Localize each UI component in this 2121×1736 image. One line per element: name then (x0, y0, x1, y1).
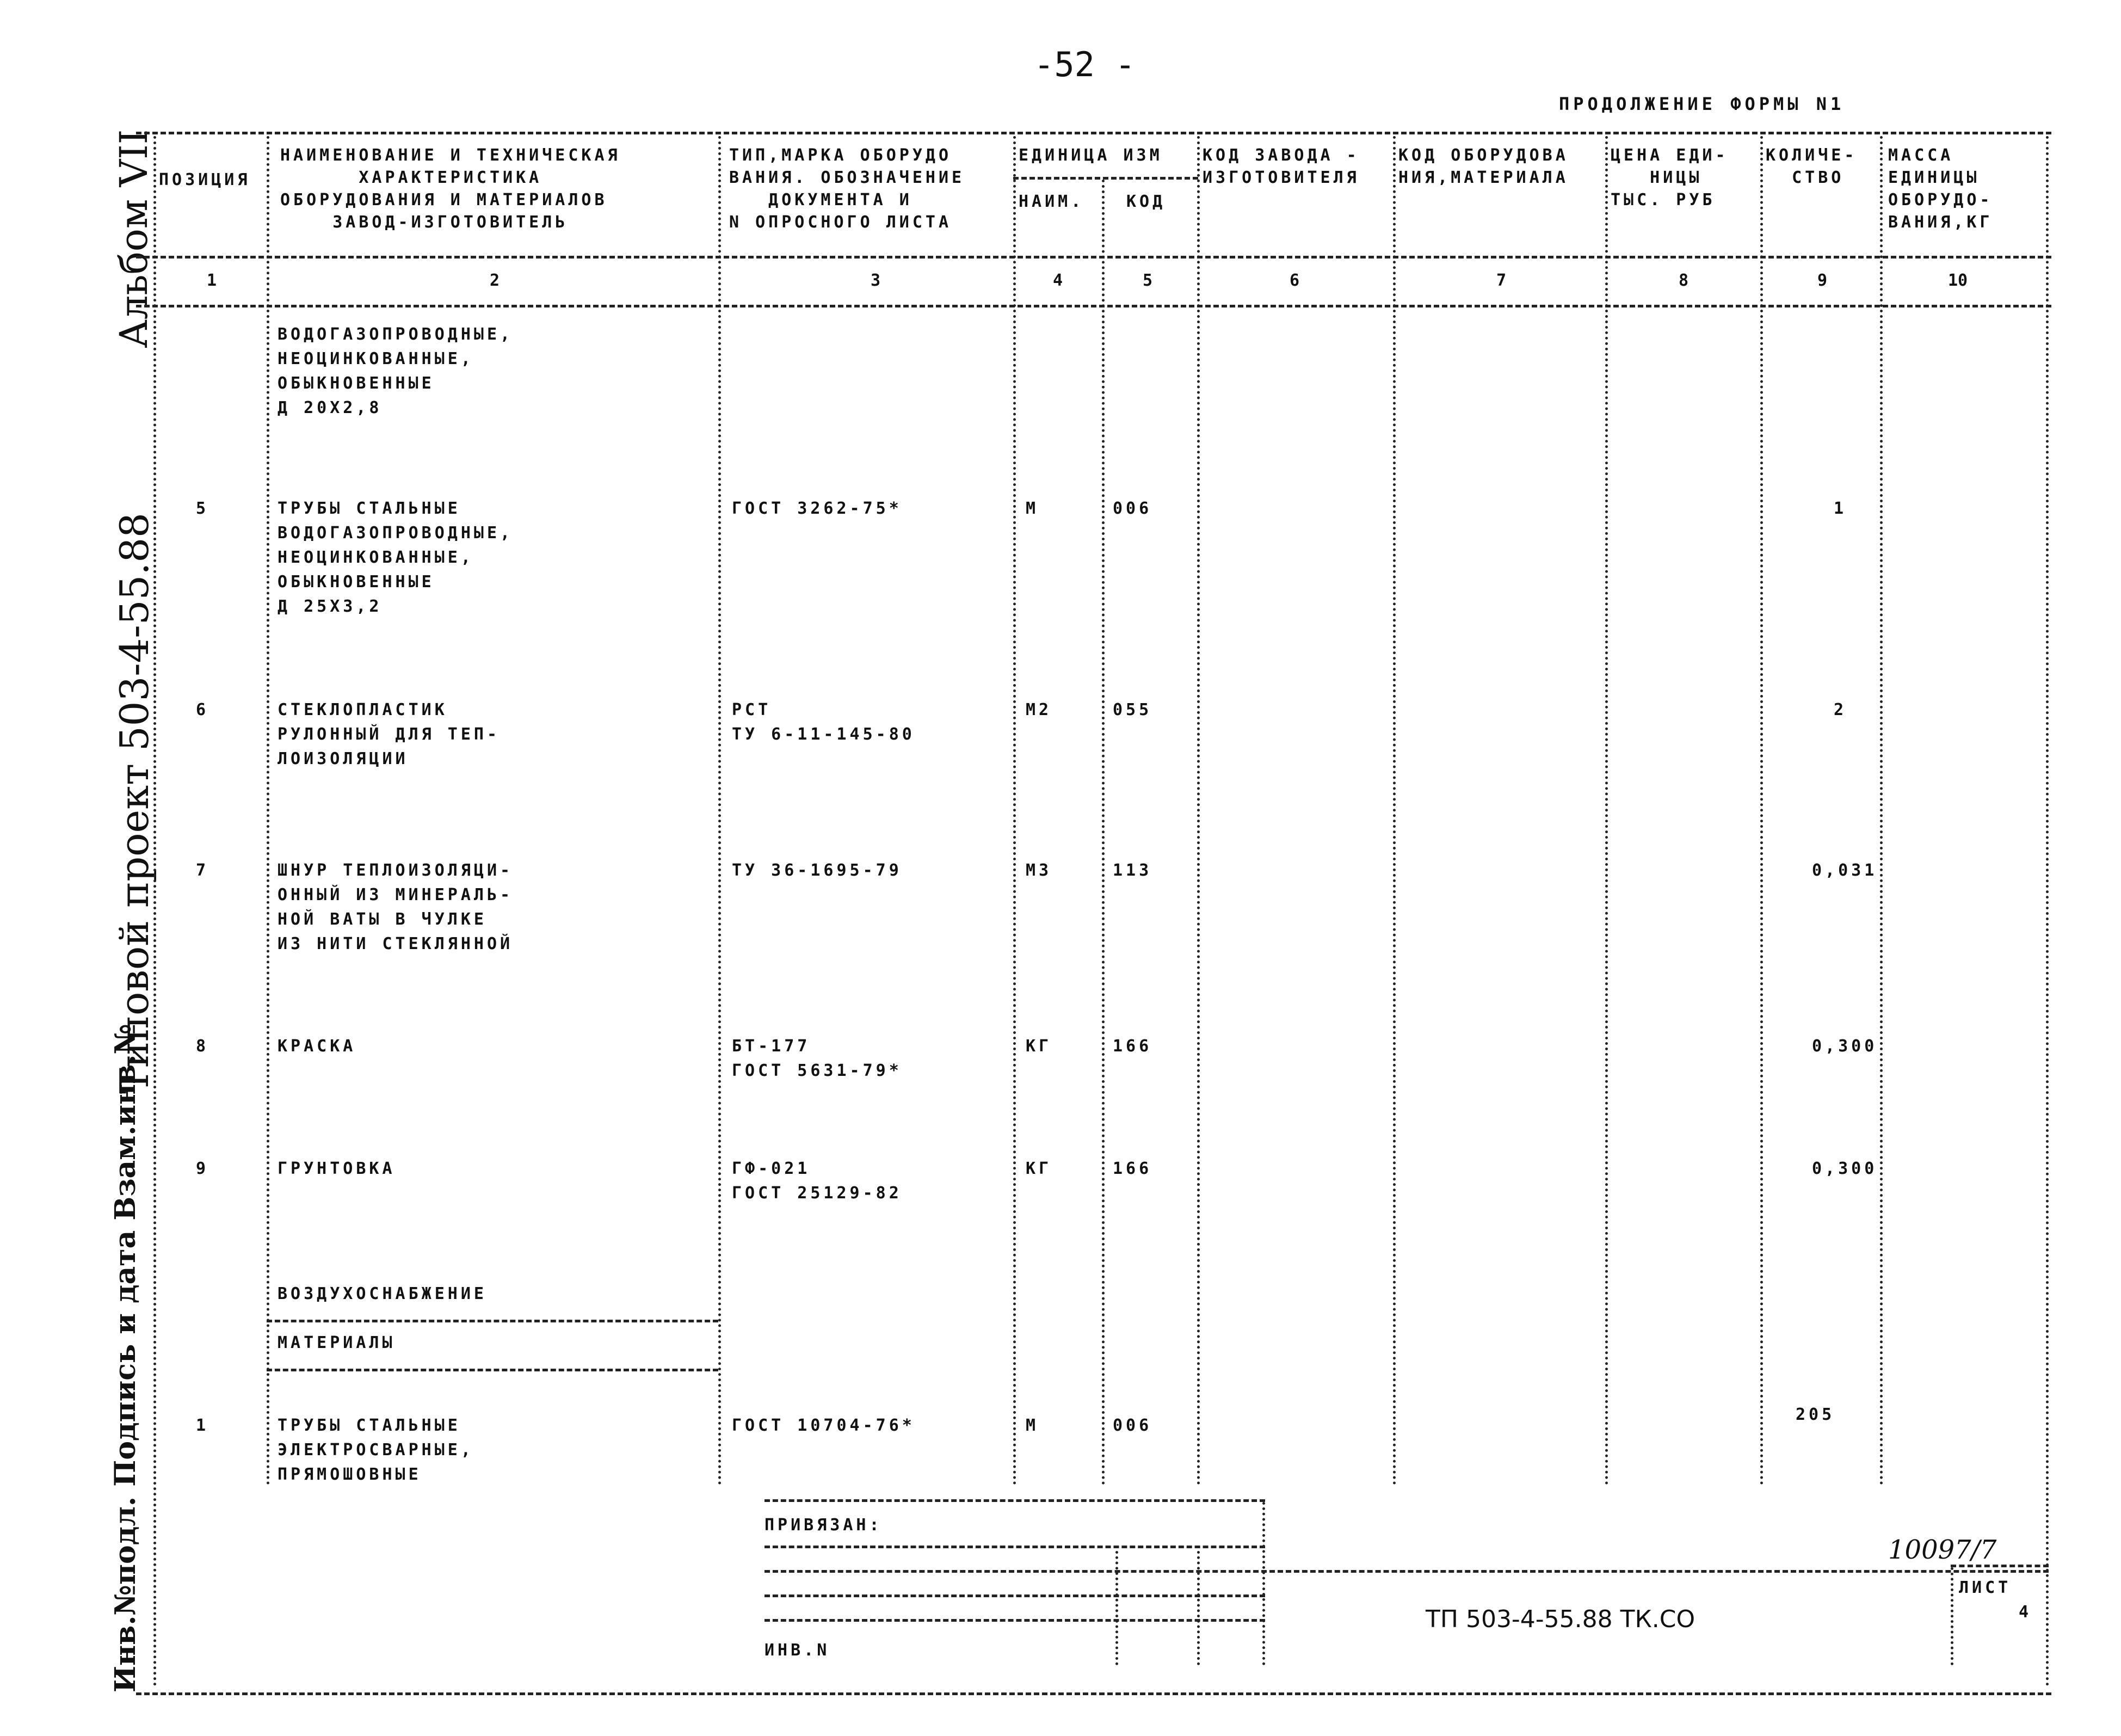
row-position: 5 (196, 499, 209, 518)
sheet-label: ЛИСТ (1959, 1578, 2012, 1597)
stamp-line (764, 1546, 1265, 1548)
col-border-7 (1605, 136, 1608, 1486)
row-type: ГОСТ 10704-76* (732, 1416, 915, 1435)
row-quantity: 0,300 (1812, 1159, 1878, 1178)
row-position: 1 (196, 1416, 209, 1435)
column-number: 4 (1053, 271, 1063, 290)
header-equipment-code: КОД ОБОРУДОВА НИЯ,МАТЕРИАЛА (1398, 146, 1569, 187)
header-type: ТИП,МАРКА ОБОРУДО ВАНИЯ. ОБОЗНАЧЕНИЕ ДОКУМЕНТА И N ОПРОСНОГО ЛИСТА (729, 146, 965, 232)
row-type: ГОСТ 3262-75* (732, 499, 902, 518)
row-unit: КГ (1026, 1159, 1052, 1178)
stamp-border-right (1262, 1502, 1265, 1665)
section-subtitle: МАТЕРИАЛЫ (278, 1333, 396, 1352)
column-number: 8 (1679, 271, 1689, 290)
project-title: Типовой проект 503-4-55.88 (112, 513, 157, 1094)
row-type: ГФ-021 ГОСТ 25129-82 (732, 1159, 902, 1203)
column-number: 7 (1496, 271, 1507, 290)
drawing-code: ТП 503-4-55.88 ТК.СО (1426, 1605, 1695, 1633)
sheet-number: 4 (2019, 1603, 2032, 1622)
row-position: 7 (196, 861, 209, 880)
row-quantity: 1 (1834, 499, 1847, 518)
col-border-8 (1760, 136, 1763, 1486)
album-label: Альбом VII (112, 129, 156, 348)
row-unit: М2 (1026, 700, 1052, 719)
table-bottom-border (136, 1692, 2051, 1695)
col-border-6 (1393, 136, 1396, 1486)
column-number: 5 (1143, 271, 1153, 290)
row-name: СТЕКЛОПЛАСТИК РУЛОННЫЙ ДЛЯ ТЕП- ЛОИЗОЛЯЦИИ (278, 700, 501, 768)
row-position: 6 (196, 700, 209, 719)
header-quantity: КОЛИЧЕ- СТВО (1766, 146, 1858, 187)
row-name: ВОДОГАЗОПРОВОДНЫЕ, НЕОЦИНКОВАННЫЕ, ОБЫКНОВЕННЫЕ Д 20Х2,8 (278, 325, 514, 417)
row-unit: КГ (1026, 1037, 1052, 1056)
header-plant-code: КОД ЗАВОДА - ИЗГОТОВИТЕЛЯ (1203, 146, 1360, 187)
row-name: ГРУНТОВКА (278, 1159, 396, 1178)
table-top-border (136, 132, 2051, 134)
form-continuation-label: ПРОДОЛЖЕНИЕ ФОРМЫ N1 (1559, 94, 1845, 114)
stamp-line (764, 1595, 1265, 1597)
row-quantity: 205 (1796, 1405, 1835, 1424)
stamp-line (764, 1619, 1265, 1622)
page-number: -52 - (1034, 45, 1136, 84)
row-name: ШНУР ТЕПЛОИЗОЛЯЦИ- ОННЫЙ ИЗ МИНЕРАЛЬ- НОЙ ВАТЫ В ЧУЛКЕ ИЗ НИТИ СТЕКЛЯННОЙ (278, 861, 514, 953)
header-name: НАИМЕНОВАНИЕ И ТЕХНИЧЕСКАЯ ХАРАКТЕРИСТИКА ОБОРУДОВАНИЯ И МАТЕРИАЛОВ ЗАВОД-ИЗГОТОВИТЕЛЬ (280, 146, 621, 232)
col-border-4 (1102, 180, 1105, 1486)
col-border-5 (1197, 136, 1200, 1486)
linked-label: ПРИВЯЗАН: (764, 1516, 883, 1535)
approval-stamp-labels: Инв.№подл. Подпись и дата Взам.инв.№ (109, 1024, 142, 1692)
column-number: 1 (207, 271, 217, 290)
column-number: 9 (1817, 271, 1828, 290)
stamp-col (1197, 1551, 1200, 1665)
stamp-line (764, 1570, 2049, 1573)
row-code: 055 (1113, 700, 1152, 719)
column-number-border (136, 305, 2051, 307)
stamp-col (1115, 1551, 1118, 1665)
header-bottom-border (136, 256, 2051, 258)
row-quantity: 0,300 (1812, 1037, 1878, 1056)
inventory-number: 10097/7 (1888, 1535, 1997, 1565)
col-border-3 (1013, 136, 1016, 1486)
col-border-left (153, 136, 156, 1687)
header-unit-price: ЦЕНА ЕДИ- НИЦЫ ТЫС. РУБ (1611, 146, 1729, 210)
row-quantity: 0,031 (1812, 861, 1878, 880)
row-unit: М3 (1026, 861, 1052, 880)
col-border-right (2046, 136, 2049, 1687)
row-code: 166 (1113, 1159, 1152, 1178)
row-code: 006 (1113, 499, 1152, 518)
header-mass: МАССА ЕДИНИЦЫ ОБОРУДО- ВАНИЯ,КГ (1888, 146, 1993, 232)
row-code: 166 (1113, 1037, 1152, 1056)
section-top-border (267, 1320, 718, 1322)
column-number: 6 (1290, 271, 1300, 290)
row-code: 113 (1113, 861, 1152, 880)
row-unit: М (1026, 1416, 1039, 1435)
col-border-1 (267, 136, 269, 1486)
header-unit: ЕДИНИЦА ИЗМ (1019, 146, 1163, 165)
row-name: ТРУБЫ СТАЛЬНЫЕ ВОДОГАЗОПРОВОДНЫЕ, НЕОЦИНКОВАННЫЕ, ОБЫКНОВЕННЫЕ Д 25Х3,2 (278, 499, 514, 616)
stamp-top-border (764, 1499, 1265, 1502)
row-code: 006 (1113, 1416, 1152, 1435)
row-position: 8 (196, 1037, 209, 1056)
header-position: ПОЗИЦИЯ (159, 170, 251, 189)
header-unit-code: КОД (1126, 192, 1166, 211)
row-quantity: 2 (1834, 700, 1847, 719)
row-position: 9 (196, 1159, 209, 1178)
row-unit: М (1026, 499, 1039, 518)
row-type: РСТ ТУ 6-11-145-80 (732, 700, 915, 744)
header-unit-name: НАИМ. (1019, 192, 1084, 211)
section-title: ВОЗДУХОСНАБЖЕНИЕ (278, 1284, 487, 1303)
column-number: 2 (490, 271, 500, 290)
sheet-box-left (1951, 1567, 1953, 1665)
column-number: 3 (871, 271, 881, 290)
column-number: 10 (1948, 271, 1968, 290)
section-bottom-border (267, 1369, 718, 1371)
row-name: КРАСКА (278, 1037, 356, 1056)
row-name: ТРУБЫ СТАЛЬНЫЕ ЭЛЕКТРОСВАРНЫЕ, ПРЯМОШОВНЫЕ (278, 1416, 474, 1484)
col-border-9 (1880, 136, 1883, 1486)
unit-subheader-border (1013, 177, 1198, 180)
row-type: БТ-177 ГОСТ 5631-79* (732, 1037, 902, 1080)
inventory-label: ИНВ.N (764, 1641, 830, 1660)
row-type: ТУ 36-1695-79 (732, 861, 902, 880)
col-border-2 (718, 136, 721, 1486)
